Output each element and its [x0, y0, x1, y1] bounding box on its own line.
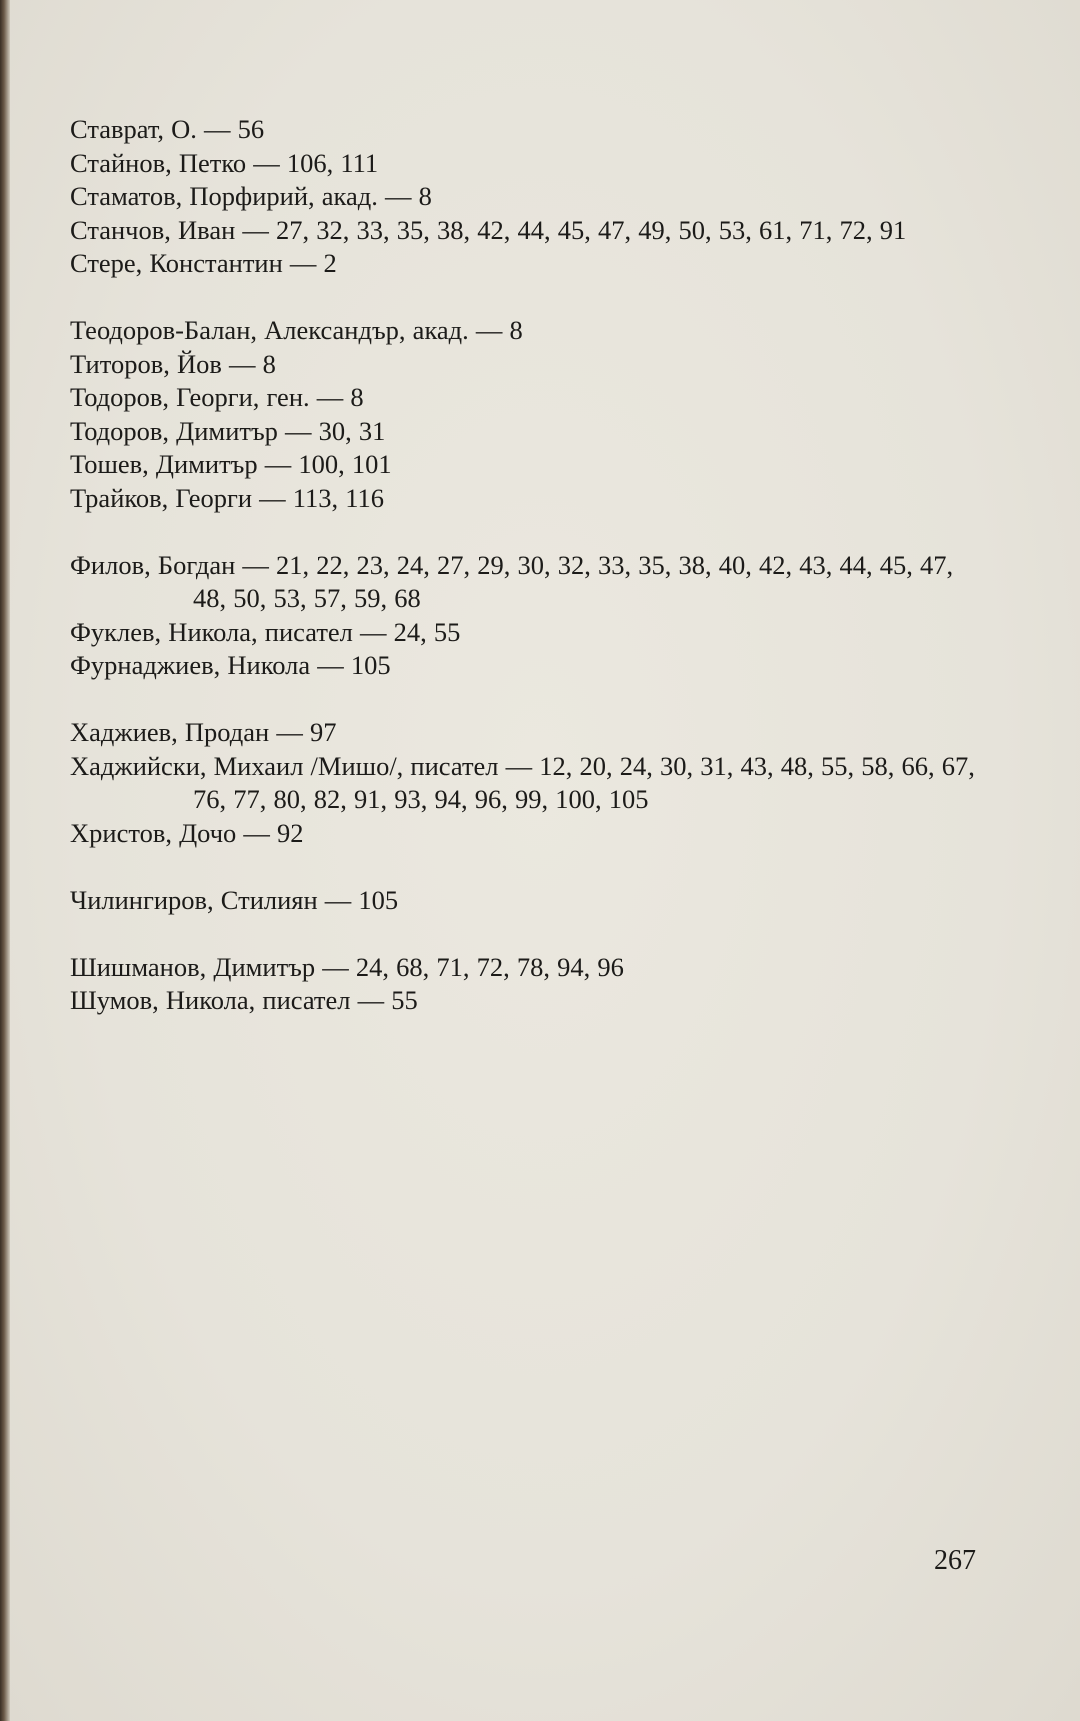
index-group-t: [70, 314, 990, 515]
index-entry: Шишманов, Димитър — 24, 68, 71, 72, 78, 94, 96: [70, 951, 624, 982]
name-index: [70, 113, 990, 1051]
index-group-s: [70, 113, 990, 281]
index-entry: Трайков, Георги — 113, 116: [70, 482, 385, 513]
index-group-f: [70, 549, 990, 683]
index-entry: Титоров, Йов — 8: [70, 348, 276, 379]
index-group-h: [70, 716, 990, 850]
index-entry: Станчов, Иван — 27, 32, 33, 35, 38, 42, 44, 45, 47, 49, 50, 53, 61, 71, 72, 91: [70, 214, 907, 245]
index-group-ch: [70, 884, 990, 918]
page-number: 267: [934, 1545, 976, 1576]
index-entry: Стайнов, Петко — 106, 111: [70, 147, 379, 178]
index-entry: Филов, Богдан — 21, 22, 23, 24, 27, 29, 30, 32, 33, 35, 38, 40, 42, 43, 44, 45, 47, 48, 50, 53, 57, 59, 68: [70, 549, 954, 613]
index-entry: Стере, Константин — 2: [70, 248, 337, 278]
index-entry: Фурнаджиев, Никола — 105: [70, 650, 391, 680]
index-entry: Тодоров, Димитър — 30, 31: [70, 415, 386, 446]
index-entry: Ставрат, О. — 56: [70, 114, 265, 144]
index-entry: Хаджиев, Продан — 97: [70, 717, 337, 747]
index-entry: Тошев, Димитър — 100, 101: [70, 449, 392, 479]
index-entry: Стаматов, Порфирий, акад. — 8: [70, 181, 432, 211]
index-entry: Хаджийски, Михаил /Мишо/, писател — 12, 20, 24, 30, 31, 43, 48, 55, 58, 66, 67, 76, 77, 80, 82, 91, 93, 94, 96, 99, 100, 105: [70, 750, 975, 814]
index-group-sh: [70, 951, 990, 1018]
index-entry: Христов, Дочо — 92: [70, 817, 304, 848]
index-entry: Теодоров-Балан, Александър, акад. — 8: [70, 315, 523, 345]
index-entry: Фуклев, Никола, писател — 24, 55: [70, 616, 461, 647]
binding-edge: [0, 0, 10, 1721]
index-entry: Шумов, Никола, писател — 55: [70, 985, 418, 1015]
index-entry: Чилингиров, Стилиян — 105: [70, 884, 399, 915]
index-entry: Тодоров, Георги, ген. — 8: [70, 382, 364, 412]
